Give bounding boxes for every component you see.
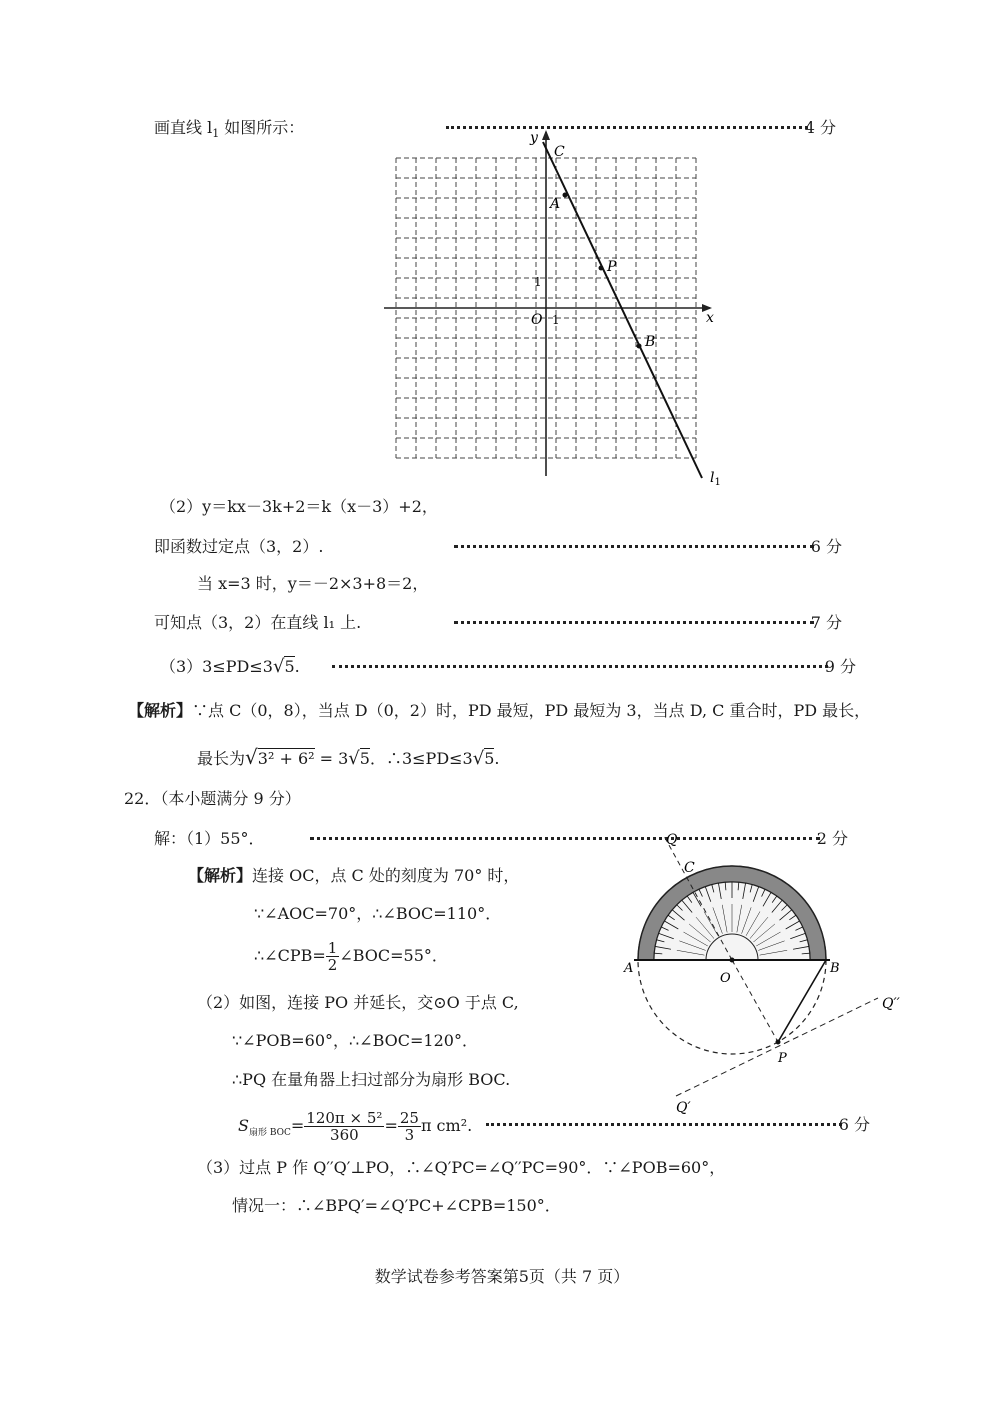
protractor-figure xyxy=(620,828,940,1116)
part2-line3: 当 x=3 时，y＝－2×3+8＝2， xyxy=(197,574,429,593)
line-l1 xyxy=(543,142,702,478)
label-q: Q xyxy=(666,832,678,848)
q22-part2-line3: ∴PQ 在量角器上扫过部分为扇形 BOC. xyxy=(232,1070,511,1089)
point-p-label: P xyxy=(607,259,617,275)
part2-line4: 可知点（3，2）在直线 l₁ 上. xyxy=(154,613,362,632)
point-b-marker xyxy=(637,344,642,349)
score-7: 7 分 xyxy=(810,613,842,632)
q22-part2-line1: （2）如图，连接 PO 并延长，交⊙O 于点 C, xyxy=(197,993,519,1012)
point-p-marker xyxy=(599,266,604,271)
score-4: 4 分 xyxy=(804,118,836,137)
point-b-label: B xyxy=(645,334,656,350)
tick-y-label: 1 xyxy=(534,275,542,289)
origin-label: O xyxy=(531,312,543,328)
line-bp xyxy=(778,960,826,1042)
q22-analysis: 【解析】连接 OC，点 C 处的刻度为 70° 时， xyxy=(188,866,520,885)
q22-step1: ∵∠AOC=70°，∴∠BOC=110°． xyxy=(254,904,502,923)
q22-part2-line2: ∵∠POB=60°，∴∠BOC=120°． xyxy=(232,1031,478,1050)
score-6a: 6 分 xyxy=(810,537,842,556)
label-o: O xyxy=(720,971,731,986)
point-a-label: A xyxy=(550,196,561,212)
q22-part3-line2: 情况一：∴∠BPQ′=∠Q′PC+∠CPB=150°． xyxy=(232,1196,561,1215)
label-c: C xyxy=(684,860,695,876)
point-a-marker xyxy=(563,193,568,198)
line-l1-label: $l_1$ xyxy=(710,470,721,488)
tangent-q1-q2 xyxy=(676,998,878,1096)
score-leader-9 xyxy=(332,656,856,678)
axes xyxy=(384,132,710,476)
q22-part3-line1: （3）过点 P 作 Q′′Q′⊥PO，∴∠Q′PC=∠Q′′PC=90°．∵∠POB=60°， xyxy=(197,1158,726,1177)
page-footer: 数学试卷参考答案第5页（共 7 页） xyxy=(374,1267,630,1286)
score-leader-6b xyxy=(486,1114,870,1136)
point-o-marker xyxy=(730,958,735,963)
q22-header: 22．（本小题满分 9 分） xyxy=(124,789,301,808)
coordinate-graph xyxy=(380,128,720,488)
score-leader-6a xyxy=(454,536,842,558)
analysis-line1: 【解析】∵点 C（0，8），当点 D（0，2）时，PD 最短，PD 最短为 3，当点 D, C 重合时，PD 最长， xyxy=(128,701,871,720)
part2-line2: 即函数过定点（3，2）. xyxy=(154,537,324,556)
part2-line1: （2）y＝kx－3k+2＝k（x－3）+2， xyxy=(160,497,438,516)
q22-step2: ∴∠CPB= $\frac{1}{2}$ ∠BOC=55°． xyxy=(254,939,448,974)
label-b: B xyxy=(830,961,840,976)
part3-answer: （3）3≤PD≤3√5. xyxy=(160,656,300,677)
score-9: 9 分 xyxy=(824,657,856,676)
analysis-line2: 最长为√3² + 6² = 3√5．∴3≤PD≤3√5. xyxy=(197,745,500,769)
draw-line-text: 画直线 $l_1$ 如图所示： xyxy=(154,118,305,141)
x-axis-label: x xyxy=(706,310,714,326)
label-p: P xyxy=(778,1051,787,1066)
y-axis-arrow-icon xyxy=(542,130,550,140)
point-p-marker xyxy=(776,1040,781,1045)
q22-part1: 解：（1）55°． xyxy=(154,829,265,848)
score-leader-7 xyxy=(454,612,842,634)
label-q2: Q′′ xyxy=(882,996,900,1012)
score-6b: 6 分 xyxy=(838,1115,870,1134)
line-op-dashed xyxy=(732,960,778,1042)
point-c-label: C xyxy=(554,144,565,160)
q22-area-formula: $S_{扇形 BOC}=$ $\frac{\text{120π × 5²}}{360}$ = $\frac{25}{3}$ π cm². xyxy=(238,1109,473,1144)
tick-x-label: 1 xyxy=(552,313,560,327)
label-a: A xyxy=(624,961,634,976)
score-2: 2 分 xyxy=(816,829,848,848)
label-q1: Q′ xyxy=(676,1100,691,1116)
y-axis-label: y xyxy=(530,130,538,146)
